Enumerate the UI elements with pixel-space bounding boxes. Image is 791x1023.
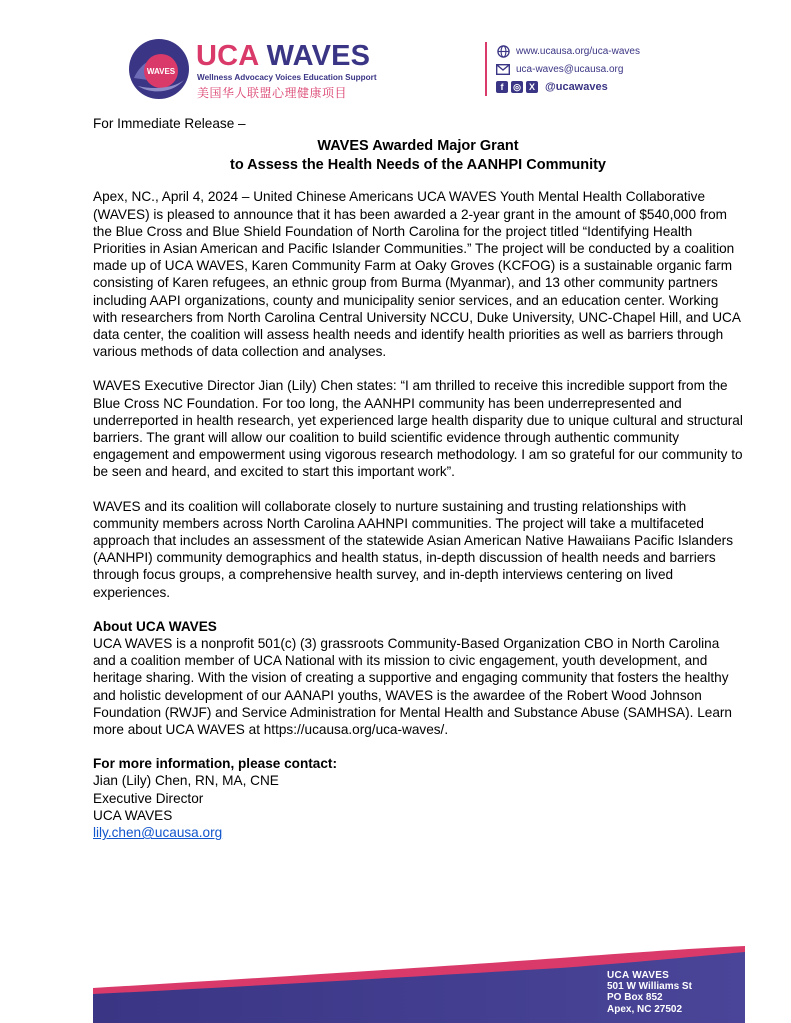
contact-title: For more information, please contact: (93, 756, 337, 772)
header-email-text[interactable]: uca-waves@ucausa.org (516, 63, 624, 75)
headline-line-1: WAVES Awarded Major Grant (317, 138, 519, 155)
paragraph-announcement: Apex, NC., April 4, 2024 – United Chinese Americans UCA WAVES Youth Mental Health Collaborative (WAVES) is pleased to announce that it has been awarded a 2-year grant in the amount of $540,000 from the Blue Cross and Blue Shield Foundation of North Carolina for the project titled “Identifying Health Priorities in Asian American and Pacific Islander Communities.” The project will be conducted by a coalition made up of UCA WAVES, Karen Community Farm at Oaky Groves (KCFOG) is a sustainable organic farm consisting of Karen refugees, an ethnic group from Burma (Myanmar), and 13 other community partners including AAPI organizations, county and municipality senior services, and an education center. Working with researchers from North Carolina Central University NCCU, Duke University, UNC-Chapel Hill, and UCA data center, the coalition will assess health needs and identify health priorities as well as barriers through various methods of data collection and analyses. (93, 189, 741, 360)
brand-name (196, 40, 370, 72)
footer-po-box: PO Box 852 (607, 992, 663, 1004)
email-row[interactable] (496, 60, 640, 78)
brand-chinese-name: 美国华人联盟心理健康项目 (197, 86, 348, 100)
brand-tagline: Wellness Advocacy Voices Education Support (197, 73, 377, 82)
footer-org-name: UCA WAVES (607, 970, 670, 981)
logo (128, 38, 377, 100)
brand-uca: UCA (196, 40, 259, 72)
social-handle[interactable]: @ucawaves (545, 81, 608, 93)
contact-section (93, 755, 743, 841)
about-text: UCA WAVES is a nonprofit 501(c) (3) grassroots Community-Based Organization CBO in North Carolina and a coalition member of UCA National with its mission to civic engagement, youth development, and heritage sharing. With the vision of creating a supportive and engaging community that fosters the healthy and holistic development of our AANAPI youths, WAVES is the awardee of the Robert Wood Johnson Foundation (RWJF) and Service Administration for Mental Health and Substance Abuse (SAMHSA). Learn more about UCA WAVES at https://ucausa.org/uca-waves/. (93, 636, 732, 738)
footer-city: Apex, NC 27502 (607, 1003, 683, 1015)
footer-band (0, 938, 791, 1023)
release-line: For Immediate Release – (93, 116, 246, 131)
facebook-icon[interactable]: f (496, 81, 508, 93)
contact-org: UCA WAVES (93, 807, 173, 823)
headline-line-2: to Assess the Health Needs of the AANHPI Community (230, 156, 606, 173)
header-divider (485, 42, 487, 96)
contact-email-link[interactable]: lily.chen@ucausa.org (93, 825, 223, 841)
website-text[interactable]: www.ucausa.org/uca-waves (516, 45, 640, 57)
header-contact-block (496, 42, 640, 96)
press-release-body (93, 115, 743, 841)
globe-icon (496, 44, 510, 58)
headline (93, 137, 743, 174)
instagram-icon[interactable]: ◎ (511, 81, 523, 93)
paragraph-quote: WAVES Executive Director Jian (Lily) Chen states: “I am thrilled to receive this incredible support from the Blue Cross NC Foundation. For too long, the AANHPI community has been underrepresented and underreported in health research, yet experienced large health disparity due to unique cultural and structural barriers. The grant will allow our coalition to build scientific evidence through authentic community engagement and empowerment using vigorous research methodology. I am so grateful for our community to be seen and heard, and excited to start this important work”. (93, 378, 743, 480)
about-title: About UCA WAVES (93, 618, 217, 634)
logo-badge-text: WAVES (146, 67, 176, 76)
website-row[interactable] (496, 42, 640, 60)
contact-role: Executive Director (93, 790, 204, 806)
social-row (496, 78, 640, 96)
paragraph-approach: WAVES and its coalition will collaborate closely to nurture sustaining and trusting relationships with community members across North Carolina AAHNPI communities. The project will take a multifaceted approach that includes an assessment of the statewide Asian American Native Hawaiians Pacific Islanders (AANHPI) community demographics and health status, in-depth discussion of health needs and barriers through focus groups, a comprehensive health survey, and in-depth interviews centering on lived experiences. (93, 498, 734, 600)
brand-waves: WAVES (266, 40, 371, 72)
x-twitter-icon[interactable]: X (526, 81, 538, 93)
contact-name: Jian (Lily) Chen, RN, MA, CNE (93, 773, 279, 789)
footer-address (607, 970, 692, 1015)
footer-street: 501 W Williams St (607, 981, 692, 993)
waves-logo-icon (128, 38, 190, 100)
mail-icon (496, 62, 510, 76)
